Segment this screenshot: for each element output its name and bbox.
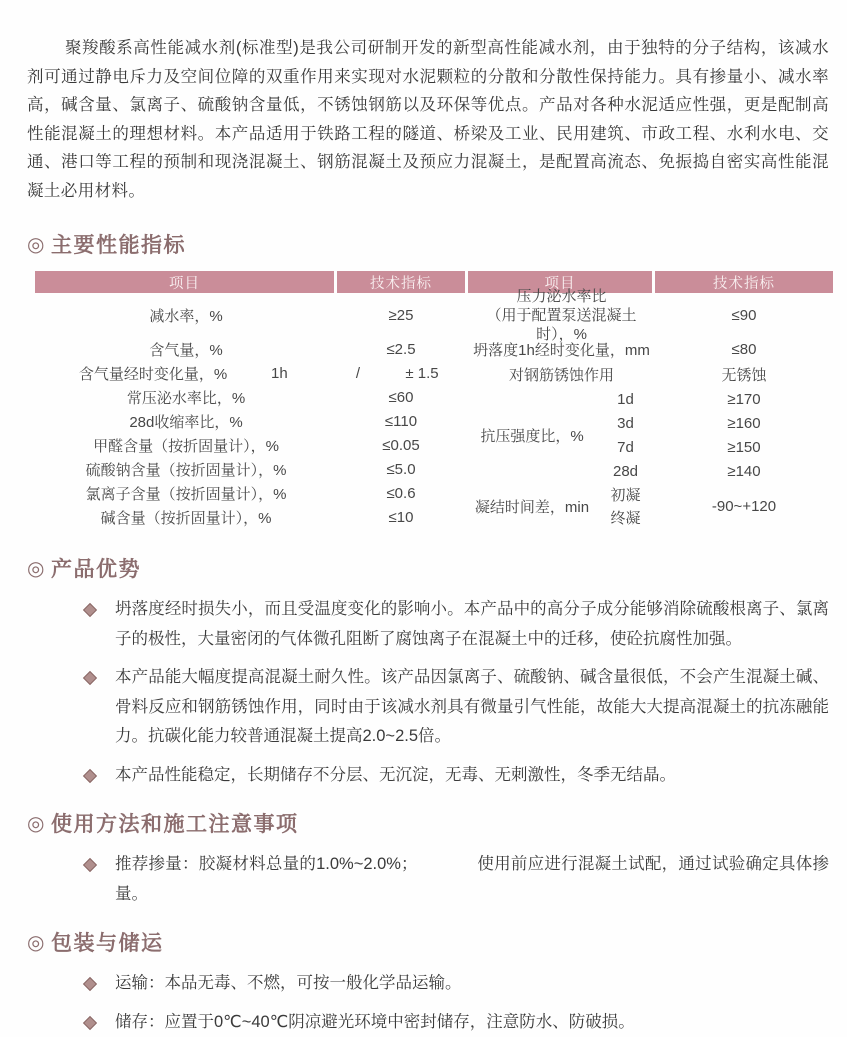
value-cell: ≥170 bbox=[727, 391, 760, 408]
item-cell bbox=[35, 363, 337, 384]
age-cell: 28d bbox=[613, 463, 638, 480]
value-cell: ≥25 bbox=[337, 307, 465, 324]
list-item-text: 储存：应置于0℃~40℃阴凉避光环境中密封储存，注意防水、防破损。 bbox=[115, 1013, 635, 1031]
item-cell: 28d收缩率比，% bbox=[35, 411, 337, 432]
age-cell: 3d bbox=[617, 415, 634, 432]
diamond-bullet-icon bbox=[83, 671, 97, 685]
list-item bbox=[27, 761, 829, 791]
table-header-cell: 项目 bbox=[468, 271, 652, 293]
item-cell-rowspan: 抗压强度比，% bbox=[480, 425, 583, 446]
double-circle-marker-icon: ◎ bbox=[27, 811, 46, 836]
list-item-text: 本产品能大幅度提高混凝土耐久性。该产品因氯离子、硫酸钠、碱含量很低，不会产生混凝土碱、骨料反应和钢筋锈蚀作用，同时由于该减水剂具有微量引气性能，故能大大提高混凝土的抗冻融能力。抗碳化能力较普通混凝土提高2.0~2.5倍。 bbox=[115, 668, 829, 745]
item-cell: 对钢筋锈蚀作用 bbox=[509, 364, 614, 385]
value-cell: -90~+120 bbox=[712, 498, 776, 515]
table-row bbox=[35, 293, 465, 337]
item-cell: 常压泌水率比，% bbox=[35, 387, 337, 408]
table-row bbox=[35, 481, 465, 505]
double-circle-marker-icon: ◎ bbox=[27, 556, 46, 581]
item-cell: 坍落度1h经时变化量，mm bbox=[473, 339, 650, 360]
age-cell: 7d bbox=[617, 439, 634, 456]
diamond-bullet-icon bbox=[83, 977, 97, 991]
item-label: 含气量经时变化量，% bbox=[35, 363, 271, 384]
dosage-text: 推荐掺量：胶凝材料总量的1.0%~2.0%； bbox=[115, 855, 417, 873]
section-title-text: 包装与储运 bbox=[51, 927, 164, 957]
list-item-text: 运输：本品无毒、不燃，可按一般化学品运输。 bbox=[115, 974, 462, 992]
item-cell: 减水率，% bbox=[35, 305, 337, 326]
section-title-usage bbox=[27, 808, 829, 838]
performance-table-left bbox=[35, 271, 465, 529]
table-row bbox=[35, 505, 465, 529]
item-cell: 氯离子含量（按折固量计），% bbox=[35, 483, 337, 504]
value-cell: ≤10 bbox=[337, 509, 465, 526]
intro-paragraph: 聚羧酸系高性能减水剂(标准型)是我公司研制开发的新型高性能减水剂，由于独特的分子结构，该减水剂可通过静电斥力及空间位障的双重作用来实现对水泥颗粒的分散和分散性保持能力。具有掺量小、减水率高，碱含量、氯离子、硫酸钠含量低，不锈蚀钢筋以及环保等优点。产品对各种水泥适应性强，更是配制高性能混凝土的理想材料。本产品适用于铁路工程的隧道、桥梁及工业、民用建筑、市政工程、水利水电、交通、港口等工程的预制和现浇混凝土、钢筋混凝土及预应力混凝土，是配置高流态、免振捣自密实高性能混凝土必用材料。 bbox=[27, 34, 829, 205]
double-circle-marker-icon: ◎ bbox=[27, 232, 46, 257]
trial-mix-text: 使用前应进行混凝土试配，通过试验确定具体掺量。 bbox=[115, 855, 829, 903]
section-title-performance bbox=[27, 229, 829, 259]
section-title-text: 使用方法和施工注意事项 bbox=[51, 808, 299, 838]
diamond-bullet-icon bbox=[83, 858, 97, 872]
section-title-advantages bbox=[27, 553, 829, 583]
diamond-bullet-icon bbox=[83, 1015, 97, 1029]
item-sub-label: 1h bbox=[271, 365, 337, 382]
table-row bbox=[35, 433, 465, 457]
performance-table bbox=[35, 271, 829, 529]
item-cell: 碱含量（按折固量计），% bbox=[35, 507, 337, 528]
table-header-cell: 项目 bbox=[35, 271, 334, 293]
item-cell bbox=[468, 287, 655, 344]
value-cell: ≤90 bbox=[732, 307, 757, 324]
table-row bbox=[35, 385, 465, 409]
list-item bbox=[27, 595, 829, 654]
value-cell: ≤0.6 bbox=[337, 485, 465, 502]
list-item bbox=[27, 1008, 829, 1037]
list-item bbox=[27, 850, 829, 909]
double-circle-marker-icon: ◎ bbox=[27, 930, 46, 955]
item-cell-rowspan: 凝结时间差，min bbox=[475, 496, 589, 517]
table-row bbox=[35, 337, 465, 361]
diamond-bullet-icon bbox=[83, 603, 97, 617]
section-title-text: 主要性能指标 bbox=[51, 229, 186, 259]
value-cell bbox=[337, 365, 465, 382]
list-item-text: 坍落度经时损失小，而且受温度变化的影响小。本产品中的高分子成分能够消除硫酸根离子、氯离子的极性，大量密闭的气体微孔阻断了腐蚀离子在混凝土中的迁移，使砼抗腐性加强。 bbox=[115, 600, 829, 648]
list-item bbox=[27, 969, 829, 999]
sub-cell-final-set: 终凝 bbox=[610, 507, 640, 528]
value-cell: ≤5.0 bbox=[337, 461, 465, 478]
value-cell: ≤110 bbox=[337, 413, 465, 430]
item-cell: 硫酸钠含量（按折固量计），% bbox=[35, 459, 337, 480]
value-cell: 无锈蚀 bbox=[721, 364, 766, 385]
table-header-row bbox=[35, 271, 465, 293]
age-cell: 1d bbox=[617, 391, 634, 408]
value-cell: ≤2.5 bbox=[337, 341, 465, 358]
slash-separator: / bbox=[337, 365, 379, 382]
diamond-bullet-icon bbox=[83, 768, 97, 782]
usage-list bbox=[27, 850, 829, 909]
table-row bbox=[35, 361, 465, 385]
advantages-list bbox=[27, 595, 829, 790]
table-header-cell: 技术指标 bbox=[655, 271, 833, 293]
value-cell: ≥150 bbox=[727, 439, 760, 456]
table-body bbox=[468, 293, 833, 529]
value-cell: ≤0.05 bbox=[337, 437, 465, 454]
section-title-text: 产品优势 bbox=[51, 553, 141, 583]
value-cell: ≥160 bbox=[727, 415, 760, 432]
value-cell: ≤60 bbox=[337, 389, 465, 406]
table-row bbox=[35, 409, 465, 433]
value-cell: ≤80 bbox=[732, 341, 757, 358]
sub-cell-initial-set: 初凝 bbox=[610, 484, 640, 505]
table-header-cell: 技术指标 bbox=[337, 271, 465, 293]
item-cell: 甲醛含量（按折固量计），% bbox=[35, 435, 337, 456]
section-title-packaging bbox=[27, 927, 829, 957]
item-label-line2: （用于配置泵送混凝土时），% bbox=[468, 306, 655, 344]
list-item bbox=[27, 663, 829, 752]
performance-table-right bbox=[468, 271, 833, 529]
packaging-list bbox=[27, 969, 829, 1037]
table-row bbox=[35, 457, 465, 481]
item-label-line1: 压力泌水率比 bbox=[468, 287, 655, 306]
value-cell: ≥140 bbox=[727, 463, 760, 480]
value-text: ± 1.5 bbox=[379, 365, 465, 382]
item-cell: 含气量，% bbox=[35, 339, 337, 360]
list-item-text: 本产品性能稳定，长期储存不分层、无沉淀，无毒、无刺激性，冬季无结晶。 bbox=[115, 766, 676, 784]
